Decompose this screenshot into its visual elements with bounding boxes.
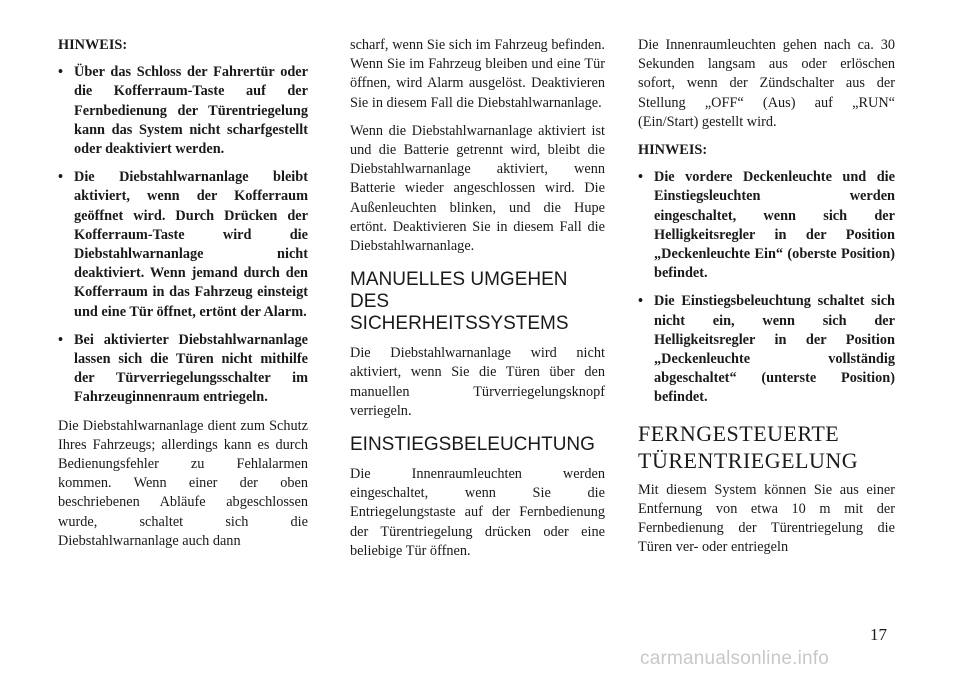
note-bullet: • Die Diebstahlwarnanlage bleibt aktiviert, wenn der Kofferraum geöffnet wird. Durch Drücken der Kofferraum-Taste wird die Diebstahlwarnanlage nicht deaktiviert. Wenn jemand durch den Kofferraum in das Fahrzeug einsteigt und eine Tür öffnet, ertönt der Alarm. (58, 169, 308, 320)
body-paragraph: Die Diebstahlwarnanlage wird nicht aktiviert, wenn Sie die Türen über den manuellen Türverriegelungsknopf verriegeln. (350, 345, 605, 419)
column-1 (58, 36, 308, 560)
note-bullet-list (638, 168, 895, 407)
bullet-icon: • (58, 64, 64, 81)
note-bullet: • Über das Schloss der Fahrertür oder die Kofferraum-Taste auf der Fernbedienung der Türentriegelung kann das System nicht scharfgestellt oder deaktiviert werden. (58, 64, 308, 158)
body-paragraph: Wenn die Diebstahlwarnanlage aktiviert ist und die Batterie getrennt wird, bleibt die Diebstahlwarnanlage aktiviert, wenn Batterie wieder angeschlossen wird. Die Außenleuchten blinken, und die Hupe ertönt. Deaktivieren Sie in diesem Fall die Diebstahlwarnanlage. (350, 122, 605, 255)
bullet-icon: • (638, 293, 644, 310)
body-paragraph: scharf, wenn Sie sich im Fahrzeug befinden. Wenn Sie im Fahrzeug bleiben und eine Tür öffnen, wird Alarm ausgelöst. Deaktivieren Sie in diesem Fall die Diebstahlwarnanlage. (350, 37, 605, 111)
body-paragraph: Mit diesem System können Sie aus einer Entfernung von etwa 10 m mit der Fernbedienung der Türentriegelung die Türen ver- oder entriegeln (638, 481, 895, 556)
bullet-icon: • (58, 331, 64, 348)
section-heading: MANUELLES UMGEHEN DES SICHERHEITSSYSTEMS (350, 269, 569, 335)
watermark: carmanualsonline.info (640, 648, 830, 669)
page-number: 17 (870, 625, 887, 644)
note-bullet-list (58, 63, 308, 407)
note-bullet: • Die Einstiegsbeleuchtung schaltet sich nicht ein, wenn sich der Helligkeitsregler in der Position „Deckenleuchte vollständig abgeschaltet“ (unterste Position) befindet. (638, 293, 895, 406)
bullet-icon: • (638, 169, 644, 186)
column-3 (638, 36, 895, 566)
note-bullet: • Die vordere Deckenleuchte und die Einstiegsleuchten werden eingeschaltet, wenn sich der Helligkeitsregler in der Position „Deckenleuchte Ein“ (oberste Position) befindet. (638, 169, 895, 282)
note-label: HINWEIS: (58, 37, 128, 53)
note-bullet: • Bei aktivierter Diebstahlwarnanlage lassen sich die Türen nicht mithilfe der Türverriegelungsschalter im Fahrzeuginnenraum entriegeln. (58, 331, 308, 406)
bullet-icon: • (58, 169, 64, 186)
section-heading: EINSTIEGSBELEUCHTUNG (350, 434, 595, 456)
note-label: HINWEIS: (638, 142, 708, 159)
column-2 (350, 36, 605, 570)
section-heading: FERNGESTEUERTE TÜRENTRIEGELUNG (638, 420, 859, 473)
body-paragraph: Die Innenraumleuchten gehen nach ca. 30 Sekunden langsam aus oder erlöschen sofort, wenn der Zündschalter aus der Stellung „OFF“ (Aus) auf „RUN“ (Ein/Start) gestellt wird. (638, 37, 895, 130)
body-paragraph: Die Diebstahlwarnanlage dient zum Schutz Ihres Fahrzeugs; allerdings kann es durch Bedienungsfehler zu Fehlalarmen kommen. Wenn einer der oben beschriebenen Abläufe abgeschlossen wurde, schaltet sich die Diebstahlwarnanlage auch dann (58, 417, 308, 549)
body-paragraph: Die Innenraumleuchten werden eingeschaltet, wenn Sie die Entriegelungstaste auf der Fernbedienung der Türentriegelung drücken oder eine beliebige Tür öffnen. (350, 466, 605, 559)
